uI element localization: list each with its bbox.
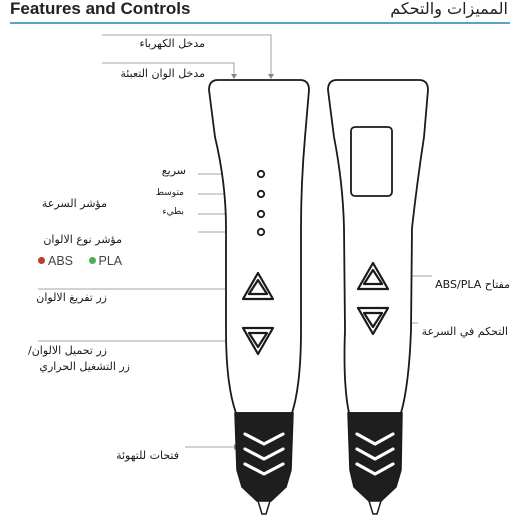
label-unload-button: زر تفريغ الالوان (36, 291, 107, 304)
abs-dot-icon (38, 257, 45, 264)
label-speed-slow: بطيء (162, 207, 184, 217)
speed-led-medium (258, 191, 264, 197)
label-load-button-line1: زر تحميل الالوان/ (28, 344, 107, 357)
label-speed-indicator: مؤشر السرعة (41, 197, 107, 210)
label-ventilation: فتحات للتهوئة (116, 449, 179, 462)
pen-back-tip (369, 501, 381, 514)
arrow-filament (231, 74, 237, 79)
label-filament-input: مدخل الوان التعبئة (120, 67, 205, 80)
legend-abs (38, 254, 73, 268)
pen-front-body (209, 80, 309, 413)
title-ar: المميزات والتحكم (390, 0, 508, 18)
legend-pla-label: PLA (98, 254, 123, 268)
pen-back-nozzle (348, 413, 402, 501)
color-type-led (258, 229, 264, 235)
label-speed-medium: متوسط (155, 188, 184, 198)
pla-dot-icon (89, 257, 96, 264)
label-speed-fast: سريع (161, 164, 186, 177)
speed-led-fast (258, 171, 264, 177)
pen-back (328, 80, 428, 514)
pen-front-nozzle (235, 413, 293, 501)
title-en: Features and Controls (10, 0, 191, 18)
label-abs-pla-switch: مفتاح ABS/PLA (435, 278, 510, 291)
arrow-power (268, 74, 274, 79)
label-power-input: مدخل الكهرباء (139, 37, 205, 50)
label-color-type-indicator: مؤشر نوع الالوان (43, 233, 122, 246)
speed-led-slow (258, 211, 264, 217)
filament-legend (38, 254, 134, 268)
label-speed-control: التحكم في السرعة (421, 325, 508, 338)
pen-front-tip (258, 501, 270, 514)
label-load-button-line2: زر التشغيل الحراري (39, 360, 130, 373)
legend-abs-label: ABS (48, 254, 74, 268)
display-window (351, 127, 392, 196)
legend-pla (89, 254, 123, 268)
pen-front (209, 80, 309, 514)
